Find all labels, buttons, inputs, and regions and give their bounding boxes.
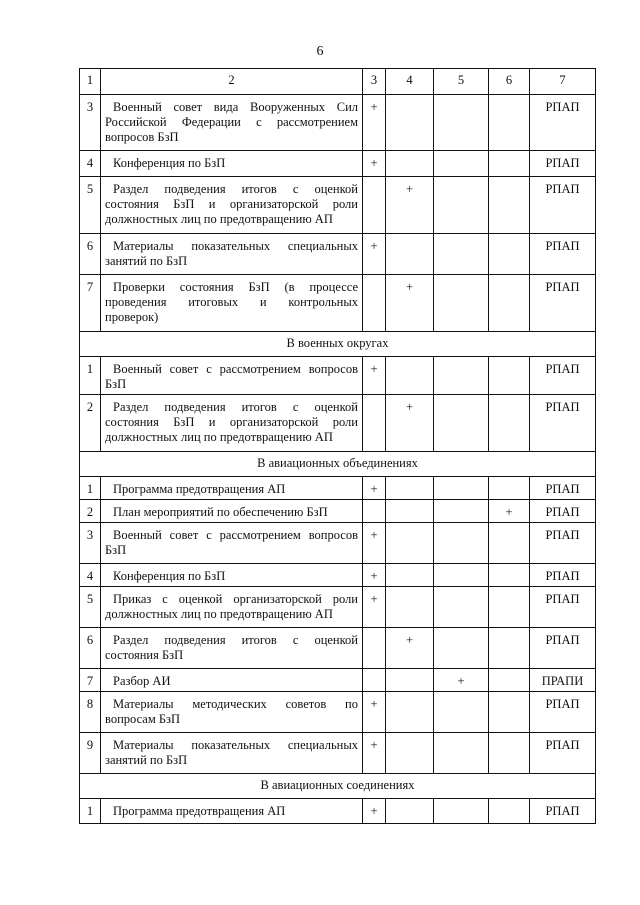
table-row [80,357,596,395]
column-header: 1 [80,69,101,95]
table-row [80,733,596,774]
row-number: 3 [80,523,101,564]
mark-col-4: + [386,177,434,234]
row-number: 2 [80,500,101,523]
mark-col-6 [489,799,530,824]
table-row [80,477,596,500]
measure-name: Конференция по БзП [101,564,363,587]
mark-col-4 [386,95,434,151]
document-code: РПАП [530,95,596,151]
table-row [80,587,596,628]
mark-col-5 [434,733,489,774]
mark-col-5 [434,234,489,275]
mark-col-3: + [363,357,386,395]
row-number: 9 [80,733,101,774]
mark-col-4 [386,357,434,395]
mark-col-3: + [363,799,386,824]
mark-col-4 [386,564,434,587]
mark-col-3: + [363,587,386,628]
column-header: 7 [530,69,596,95]
mark-col-5 [434,151,489,177]
mark-col-4 [386,234,434,275]
document-code: РПАП [530,275,596,332]
measure-name: Проверки состояния БзП (в процессе проведения итоговых и контрольных проверок) [101,275,363,332]
measure-name: Приказ с оценкой организаторской роли должностных лиц по предотвращению АП [101,587,363,628]
mark-col-5 [434,477,489,500]
mark-col-4: + [386,275,434,332]
section-heading: В военных округах [80,332,596,357]
mark-col-4 [386,523,434,564]
mark-col-6 [489,669,530,692]
mark-col-3 [363,177,386,234]
mark-col-5: + [434,669,489,692]
measure-name: Раздел подведения итогов с оценкой состояния БзП [101,628,363,669]
document-code: РПАП [530,477,596,500]
table-row [80,234,596,275]
document-code: ПРАПИ [530,669,596,692]
mark-col-5 [434,275,489,332]
document-code: РПАП [530,500,596,523]
mark-col-5 [434,395,489,452]
column-header: 4 [386,69,434,95]
mark-col-4 [386,669,434,692]
mark-col-5 [434,95,489,151]
mark-col-4 [386,500,434,523]
mark-col-3: + [363,564,386,587]
row-number: 1 [80,357,101,395]
table-row [80,275,596,332]
mark-col-4 [386,587,434,628]
document-code: РПАП [530,733,596,774]
mark-col-3: + [363,692,386,733]
measure-name: Военный совет вида Вооруженных Сил Российской Федерации с рассмотрением вопросов БзП [101,95,363,151]
row-number: 7 [80,275,101,332]
mark-col-6 [489,587,530,628]
mark-col-4: + [386,395,434,452]
mark-col-3 [363,669,386,692]
mark-col-3 [363,275,386,332]
document-code: РПАП [530,564,596,587]
mark-col-3: + [363,523,386,564]
mark-col-3: + [363,234,386,275]
mark-col-4 [386,151,434,177]
table-row [80,523,596,564]
mark-col-3: + [363,733,386,774]
mark-col-5 [434,799,489,824]
mark-col-6 [489,733,530,774]
mark-col-5 [434,587,489,628]
mark-col-3 [363,395,386,452]
measure-name: Разбор АИ [101,669,363,692]
mark-col-6 [489,523,530,564]
document-code: РПАП [530,395,596,452]
measure-name: Раздел подведения итогов с оценкой состояния БзП и организаторской роли должностных лиц по предотвращению АП [101,177,363,234]
mark-col-3 [363,500,386,523]
section-heading-row [80,774,596,799]
mark-col-5 [434,500,489,523]
mark-col-3: + [363,95,386,151]
measure-name: Раздел подведения итогов с оценкой состояния БзП и организаторской роли должностных лиц по предотвращению АП [101,395,363,452]
document-code: РПАП [530,587,596,628]
mark-col-6 [489,628,530,669]
mark-col-4: + [386,628,434,669]
column-header: 2 [101,69,363,95]
mark-col-6 [489,564,530,587]
measures-table [79,68,596,824]
measure-name: Материалы показательных специальных занятий по БзП [101,234,363,275]
section-heading-row [80,452,596,477]
table-row [80,692,596,733]
document-code: РПАП [530,234,596,275]
document-code: РПАП [530,523,596,564]
mark-col-4 [386,692,434,733]
mark-col-5 [434,564,489,587]
mark-col-3: + [363,151,386,177]
measure-name: Материалы показательных специальных занятий по БзП [101,733,363,774]
measure-name: Военный совет с рассмотрением вопросов БзП [101,523,363,564]
mark-col-3 [363,628,386,669]
table-row [80,177,596,234]
table-row [80,395,596,452]
measure-name: Программа предотвращения АП [101,799,363,824]
mark-col-6 [489,692,530,733]
section-heading: В авиационных соединениях [80,774,596,799]
mark-col-6 [489,177,530,234]
mark-col-5 [434,628,489,669]
mark-col-5 [434,177,489,234]
row-number: 6 [80,234,101,275]
mark-col-4 [386,733,434,774]
table-row [80,799,596,824]
mark-col-6 [489,275,530,332]
document-code: РПАП [530,799,596,824]
row-number: 6 [80,628,101,669]
mark-col-5 [434,692,489,733]
mark-col-6 [489,357,530,395]
section-heading-row [80,332,596,357]
section-heading: В авиационных объединениях [80,452,596,477]
table-row [80,564,596,587]
column-header: 5 [434,69,489,95]
measure-name: Конференция по БзП [101,151,363,177]
mark-col-6 [489,395,530,452]
row-number: 8 [80,692,101,733]
row-number: 3 [80,95,101,151]
measure-name: Программа предотвращения АП [101,477,363,500]
mark-col-6 [489,477,530,500]
document-code: РПАП [530,692,596,733]
table-row [80,669,596,692]
row-number: 1 [80,799,101,824]
document-code: РПАП [530,151,596,177]
mark-col-6: + [489,500,530,523]
mark-col-5 [434,357,489,395]
column-header: 6 [489,69,530,95]
measure-name: Материалы методических советов по вопросам БзП [101,692,363,733]
table-row [80,628,596,669]
row-number: 2 [80,395,101,452]
document-code: РПАП [530,357,596,395]
mark-col-6 [489,95,530,151]
table-row [80,151,596,177]
mark-col-4 [386,477,434,500]
row-number: 5 [80,587,101,628]
table-row [80,95,596,151]
measure-name: Военный совет с рассмотрением вопросов БзП [101,357,363,395]
table-header-row [80,69,596,95]
mark-col-5 [434,523,489,564]
mark-col-4 [386,799,434,824]
document-code: РПАП [530,628,596,669]
mark-col-6 [489,234,530,275]
mark-col-3: + [363,477,386,500]
row-number: 5 [80,177,101,234]
row-number: 1 [80,477,101,500]
row-number: 4 [80,564,101,587]
row-number: 7 [80,669,101,692]
row-number: 4 [80,151,101,177]
column-header: 3 [363,69,386,95]
page-number: 6 [316,44,324,59]
document-code: РПАП [530,177,596,234]
mark-col-6 [489,151,530,177]
measure-name: План мероприятий по обеспечению БзП [101,500,363,523]
table-row [80,500,596,523]
